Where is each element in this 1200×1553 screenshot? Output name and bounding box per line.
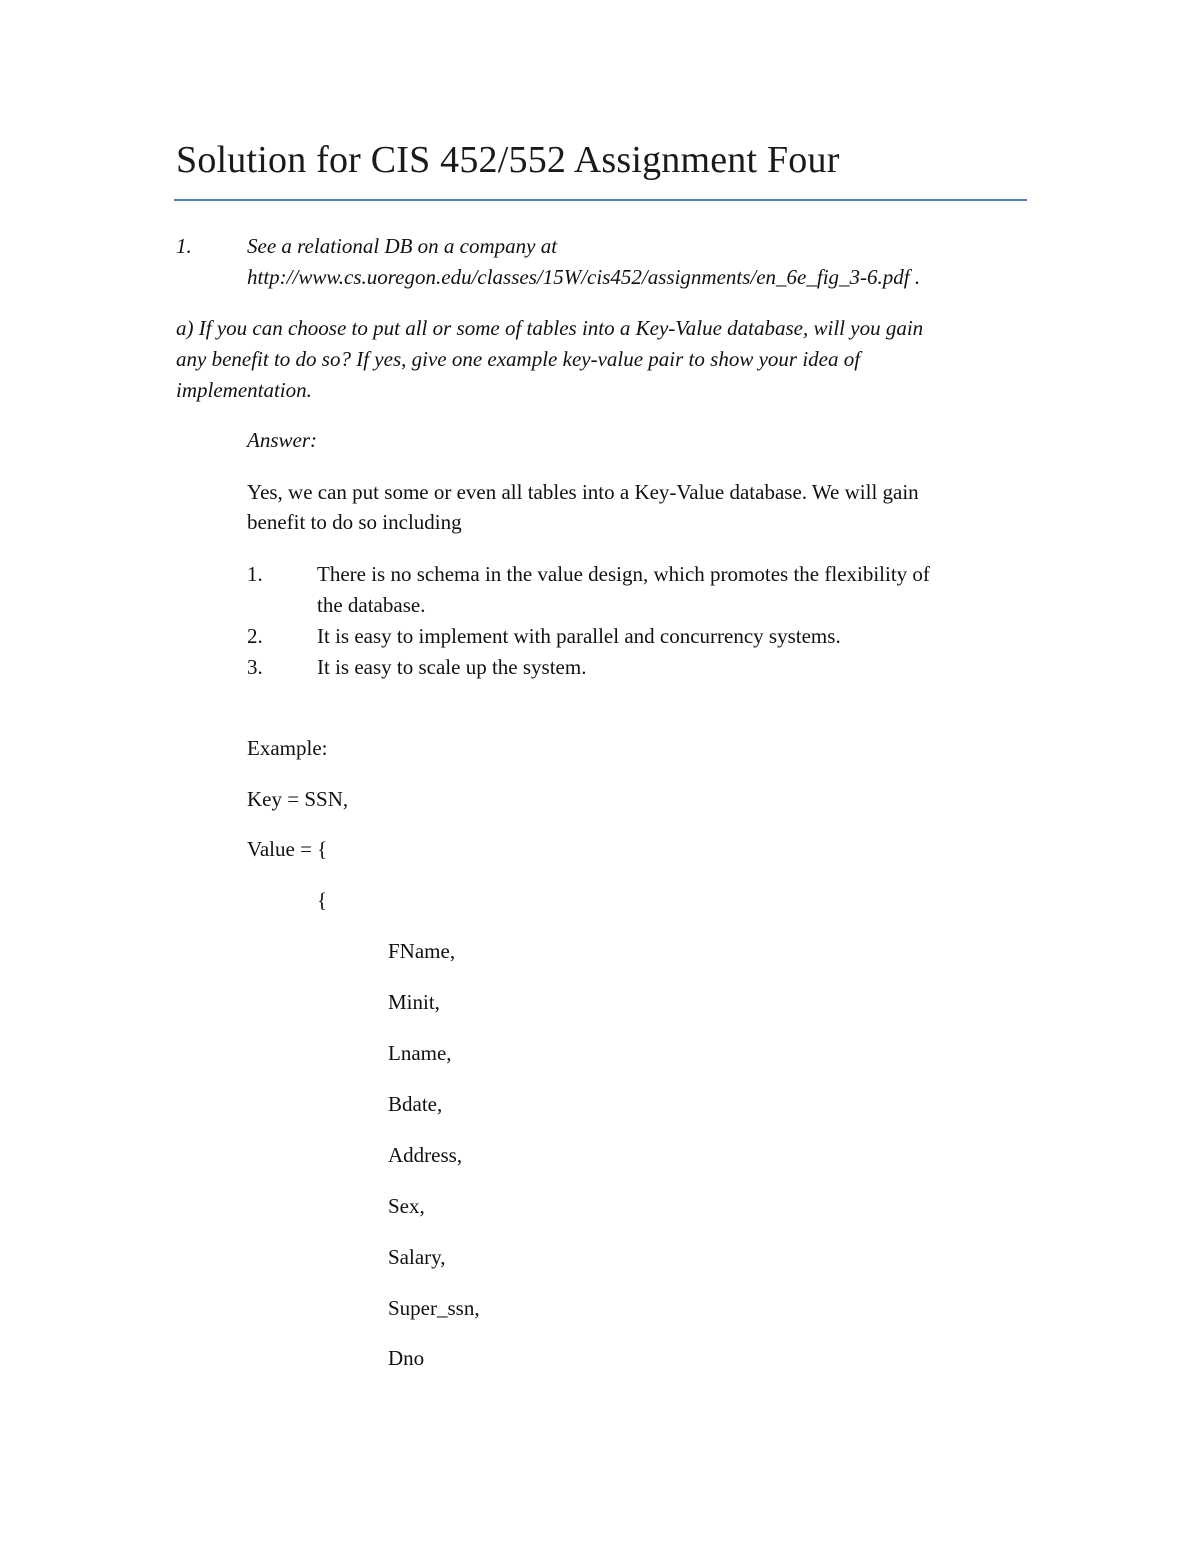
value-field-minit: Minit, bbox=[388, 990, 440, 1014]
answer-label: Answer: bbox=[247, 428, 317, 452]
part-a-line-3: implementation. bbox=[176, 378, 312, 402]
benefit-2-line-1: It is easy to implement with parallel and concurrency systems. bbox=[317, 624, 841, 648]
benefit-1-line-1: There is no schema in the value design, which promotes the flexibility of bbox=[317, 562, 930, 586]
question-url: http://www.cs.uoregon.edu/classes/15W/cis452/assignments/en_6e_fig_3-6.pdf . bbox=[247, 265, 921, 289]
page-title: Solution for CIS 452/552 Assignment Four bbox=[176, 139, 840, 181]
benefit-number-3: 3. bbox=[247, 655, 263, 679]
example-open-brace: { bbox=[317, 888, 328, 912]
value-field-fname: FName, bbox=[388, 939, 456, 963]
title-underline-rule bbox=[174, 199, 1027, 201]
value-field-bdate: Bdate, bbox=[388, 1092, 443, 1116]
answer-intro-line-1: Yes, we can put some or even all tables into a Key-Value database. We will gain bbox=[247, 480, 919, 504]
example-label: Example: bbox=[247, 736, 328, 760]
benefit-1-line-2: the database. bbox=[317, 593, 426, 617]
value-field-dno: Dno bbox=[388, 1346, 425, 1370]
value-field-super-ssn: Super_ssn, bbox=[388, 1296, 480, 1320]
example-value-line: Value = { bbox=[247, 837, 328, 861]
benefit-number-2: 2. bbox=[247, 624, 263, 648]
answer-intro-line-2: benefit to do so including bbox=[247, 510, 462, 534]
benefit-3-line-1: It is easy to scale up the system. bbox=[317, 655, 587, 679]
value-field-lname: Lname, bbox=[388, 1041, 452, 1065]
benefit-number-1: 1. bbox=[247, 562, 263, 586]
value-field-address: Address, bbox=[388, 1143, 463, 1167]
question-number: 1. bbox=[176, 234, 192, 258]
value-field-sex: Sex, bbox=[388, 1194, 425, 1218]
example-key-line: Key = SSN, bbox=[247, 787, 349, 811]
question-text-line-1: See a relational DB on a company at bbox=[247, 234, 558, 258]
part-a-line-1: a) If you can choose to put all or some of tables into a Key-Value database, will you gain bbox=[176, 316, 924, 340]
value-field-salary: Salary, bbox=[388, 1245, 446, 1269]
part-a-line-2: any benefit to do so? If yes, give one example key-value pair to show your idea of bbox=[176, 347, 861, 371]
